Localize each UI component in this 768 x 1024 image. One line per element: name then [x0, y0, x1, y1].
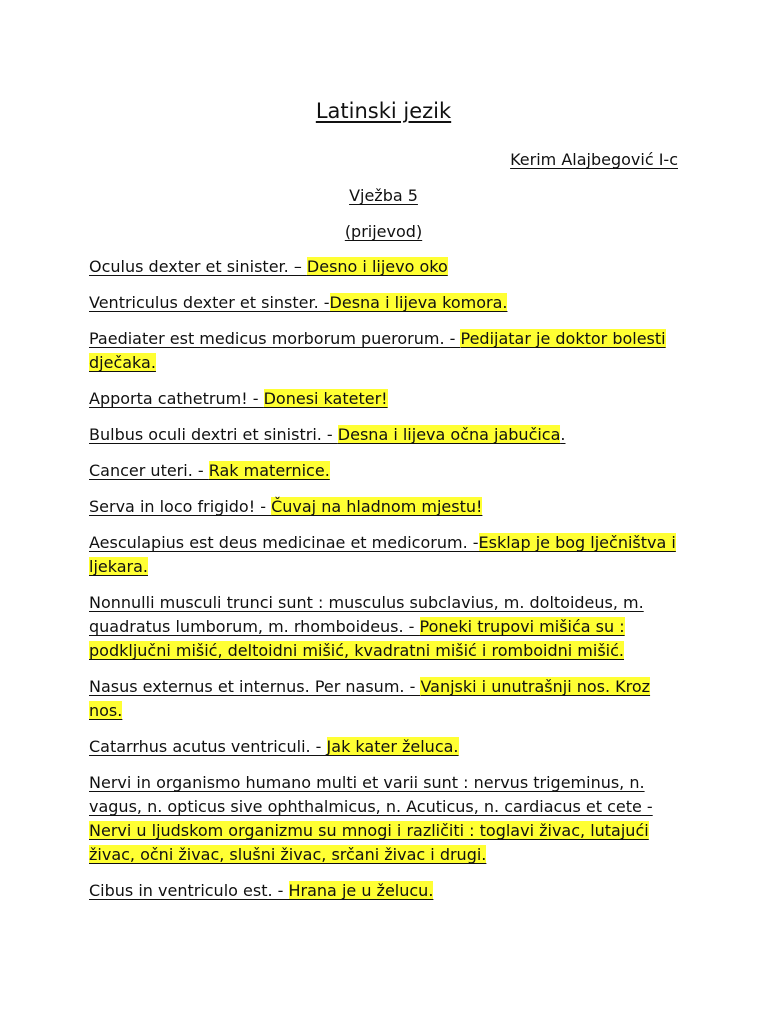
latin-sentence: Paediater est medicus morborum puerorum. - — [89, 329, 461, 348]
entry-paragraph — [89, 675, 678, 723]
latin-sentence: Cibus in ventriculo est. - — [89, 881, 289, 900]
entry-paragraph — [89, 879, 678, 903]
translation-highlight: Donesi kateter! — [263, 389, 388, 408]
translation-highlight: Rak maternice. — [208, 461, 330, 480]
latin-sentence: Bulbus oculi dextri et sinistri. - — [89, 425, 338, 444]
latin-sentence: Apporta cathetrum! - — [89, 389, 264, 408]
translation-highlight: Vanjski i unutrašnji nos. Kroz nos. — [89, 677, 651, 720]
author-line: Kerim Alajbegović I-c — [510, 150, 678, 169]
entry-paragraph — [89, 423, 678, 447]
latin-sentence: Nonnulli musculi trunci sunt : musculus subclavius, m. doltoideus, m. quadratus lumborum, m. rhomboideus. - — [89, 593, 644, 636]
entry-paragraph — [89, 291, 678, 315]
latin-sentence: Catarrhus acutus ventriculi. - — [89, 737, 327, 756]
exercise-subtitle: (prijevod) — [344, 222, 423, 241]
translation-highlight: Čuvaj na hladnom mjestu! — [271, 497, 483, 516]
latin-sentence: Serva in loco frigido! - — [89, 497, 272, 516]
entry-paragraph — [89, 495, 678, 519]
entry-paragraph — [89, 771, 678, 867]
exercise-heading: Vježba 5 — [349, 186, 418, 205]
latin-sentence: Cancer uteri. - — [89, 461, 209, 480]
document-title: Latinski jezik — [315, 99, 452, 123]
entry-paragraph — [89, 459, 678, 483]
translation-highlight: Nervi u ljudskom organizmu su mnogi i različiti : toglavi živac, lutajući živac, očni živac, slušni živac, srčani živac i drugi. — [89, 821, 649, 864]
translation-highlight: Jak kater želuca. — [326, 737, 459, 756]
entry-paragraph — [89, 735, 678, 759]
entry-paragraph — [89, 531, 678, 579]
translation-highlight: Poneki trupovi mišića su : podključni mišić, deltoidni mišić, kvadratni mišić i romboidni mišić. — [89, 617, 625, 660]
latin-sentence: Nervi in organismo humano multi et varii sunt : nervus trigeminus, n. vagus, n. opticus sive ophthalmicus, n. Acuticus, n. cardiacus et cete - — [89, 773, 653, 816]
translation-highlight: Desna i lijeva očna jabučica — [337, 425, 561, 444]
entry-paragraph — [89, 255, 678, 279]
entries-list — [89, 255, 678, 903]
latin-sentence: Nasus externus et internus. Per nasum. - — [89, 677, 421, 696]
trailing-punctuation: . — [560, 425, 566, 444]
translation-highlight: Desno i lijevo oko — [306, 257, 448, 276]
latin-sentence: Aesculapius est deus medicinae et medicorum. - — [89, 533, 479, 552]
translation-highlight: Esklap je bog lječništva i ljekara. — [89, 533, 676, 576]
translation-highlight: Hrana je u želucu. — [288, 881, 434, 900]
translation-highlight: Desna i lijeva komora. — [329, 293, 508, 312]
entry-paragraph — [89, 591, 678, 663]
latin-sentence: Ventriculus dexter et sinster. - — [89, 293, 330, 312]
latin-sentence: Oculus dexter et sinister. – — [89, 257, 307, 276]
entry-paragraph — [89, 327, 678, 375]
translation-highlight: Pedijatar je doktor bolesti dječaka. — [89, 329, 666, 372]
entry-paragraph — [89, 387, 678, 411]
